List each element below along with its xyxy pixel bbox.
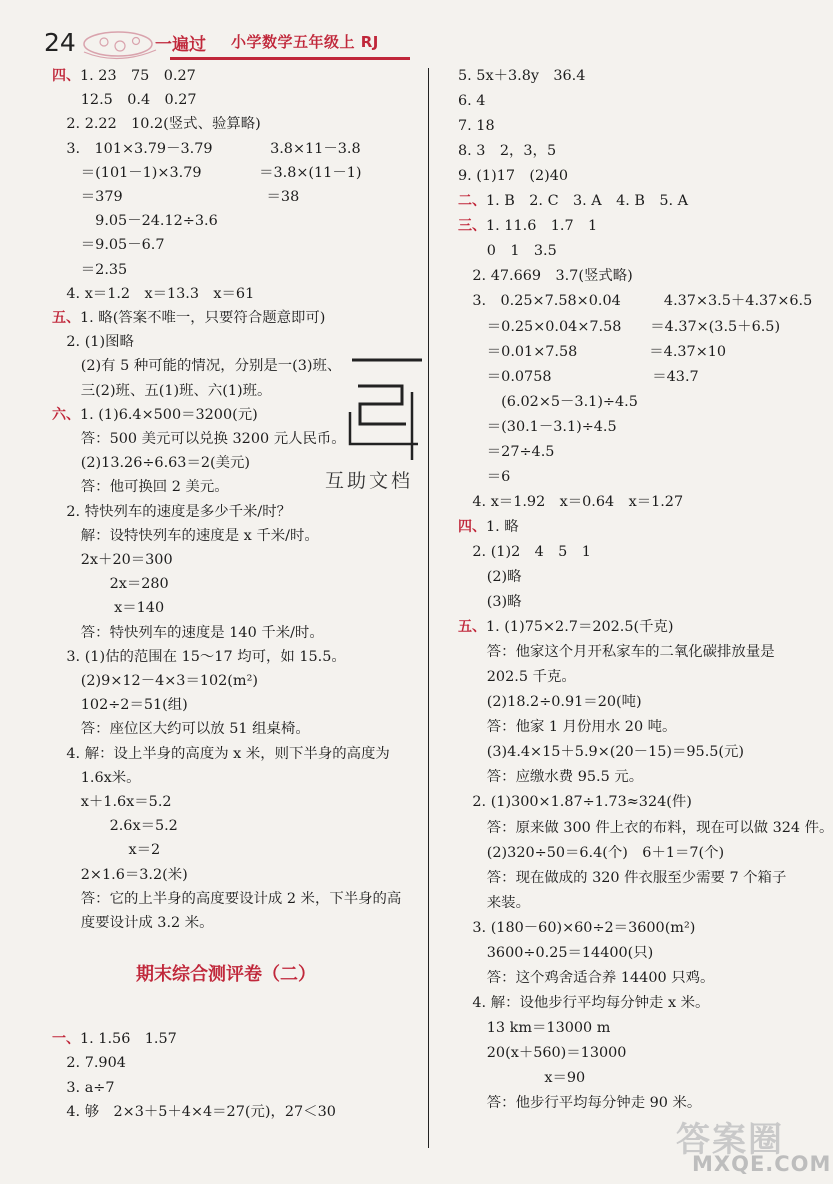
answer-line: 答：应缴水费 95.5 元。 [458,769,644,786]
answer-line: x＝2 [52,842,161,859]
page-number: 24 [44,28,76,57]
answer-line: 五、1. (1)75×2.7＝202.5(千克) [458,619,674,636]
answer-line: 答：500 美元可以兑换 3200 元人民币。 [52,431,346,447]
answer-line: 8. 3 2，3，5 [458,143,557,160]
answer-line: 4. x＝1.2 x＝13.3 x＝61 [52,285,255,302]
answer-line: 3. (1)估的范围在 15～17 均可，如 15.5。 [52,648,346,665]
book-subtitle: 小学数学五年级上 RJ [231,33,379,51]
answer-line: 202.5 千克。 [458,669,576,686]
answer-line: (2)9×12－4×3＝102(m²) [52,673,258,689]
answer-line: (2)略 [458,569,522,585]
answer-line: 答：座位区大约可以放 51 组桌椅。 [52,721,310,738]
answer-line: 2. 2.22 10.2(竖式、验算略) [52,116,261,133]
header-rule [170,57,410,60]
answer-line: 四、1. 23 75 0.27 [52,68,196,84]
answer-line: (3)略 [458,594,522,611]
section-marker: 五、 [52,310,80,326]
answer-line: 2×1.6＝3.2(米) [52,866,188,883]
section-title: 期末综合测评卷（二） [136,964,316,985]
answer-line: 答：原来做 300 件上衣的布料，现在可以做 324 件。 [458,819,833,836]
answer-line: 2. 特快列车的速度是多少千米/时？ [52,503,292,520]
answer-line: 102÷2＝51(组) [52,697,188,714]
answer-line: 2.6x＝5.2 [52,818,178,835]
answer-line: 13 km＝13000 m [458,1019,611,1036]
answer-line: (2)13.26÷6.63＝2(美元) [52,455,251,472]
answer-line: ＝6 [458,468,511,485]
answer-line: 3. a÷7 [52,1079,115,1096]
answer-line: 3600÷0.25＝14400(只) [458,944,654,961]
column-divider [428,68,429,1148]
section-marker: 一、 [52,1031,80,1047]
answer-line: 2. 47.669 3.7(竖式略) [458,268,633,285]
answer-line: 2. (1)2 4 5 1 [458,543,591,560]
answer-line: ＝379 ＝38 [52,189,300,205]
answer-line: 20(x＋560)＝13000 [458,1044,627,1061]
answer-line: x＝90 [458,1070,586,1086]
answer-line: (2)320÷50＝6.4(个) 6＋1＝7(个) [458,844,725,861]
answer-line: 六、1. (1)6.4×500＝3200(元) [52,406,258,423]
answer-line: (3)4.4×15＋5.9×(20－15)＝95.5(元) [458,744,745,761]
answer-line: 2x＋20＝300 [52,552,173,568]
answer-line: (2)18.2÷0.91＝20(吨) [458,694,642,711]
section-marker: 五、 [458,619,486,636]
answer-line: x＋1.6x＝5.2 [52,794,172,810]
answer-line: x＝140 [52,600,165,617]
answer-line: 解：设特快列车的速度是 x 千米/时。 [52,527,319,544]
answer-line: 答：它的上半身的高度要设计成 2 米，下半身的高 [52,890,402,907]
answer-line: 2. (1)图略 [52,334,134,351]
answer-line: ＝0.01×7.58 ＝4.37×10 [458,343,727,360]
answer-line: 3. 0.25×7.58×0.04 4.37×3.5＋4.37×6.5 [458,293,813,310]
answer-line: 4. 解：设上半身的高度为 x 米，则下半身的高度为 [52,745,390,762]
answer-line: 五、1. 略(答案不唯一，只要符合题意即可) [52,310,326,326]
answer-line: 2x＝280 [52,576,169,593]
answer-line: 答：现在做成的 320 件衣服至少需要 7 个箱子 [458,869,787,886]
answer-line: 1.6x米。 [52,769,141,786]
answer-line: 3. (180－60)×60÷2＝3600(m²) [458,919,696,936]
answer-line: 答：他步行平均每分钟走 90 米。 [458,1095,702,1112]
site-watermark: 答案圈 [676,1120,784,1160]
answer-line: 6. 4 [458,93,486,110]
answer-line: 四、1. 略 [458,518,519,535]
answer-line: 一、1. 1.56̇ 1.57 [52,1031,177,1047]
answer-line: 答：这个鸡舍适合养 14400 只鸡。 [458,969,715,986]
watermark-text: 互助文档 [325,470,414,492]
answer-line: 2. 7.904 [52,1055,126,1072]
answer-line: ＝9.05－6.7 [52,237,165,254]
answer-line: 二、1. B 2. C 3. A 4. B 5. A [458,193,689,210]
answer-line: 7. 18 [458,118,495,135]
answer-line: 度要设计成 3.2 米。 [52,915,214,931]
page-header [0,0,810,62]
answer-line: 答：他家 1 月份用水 20 吨。 [458,719,677,736]
section-marker: 二、 [458,193,486,210]
answer-line: 5. 5x＋3.8y 36.4 [458,68,586,84]
answer-line: ＝2.35 [52,261,128,278]
answer-line: ＝(101－1)×3.79 ＝3.8×(11－1) [52,164,362,181]
brand-logo: 一遍过 [155,35,206,55]
answer-line: 答：特快列车的速度是 140 千米/时。 [52,624,324,641]
section-marker: 四、 [52,68,80,84]
answer-line: 3. 101×3.79－3.79 3.8×11－3.8 [52,140,361,157]
section-marker: 四、 [458,518,486,535]
answer-line: 9.05－24.12÷3.6 [52,213,218,230]
answer-line: 0 1 3.5 [458,243,557,260]
section-marker: 三、 [458,218,486,235]
answer-line: 12.5 0.4 0.27 [52,92,197,109]
answer-line: 三、1. 11.6 1.7 1 [458,218,598,235]
answer-line: ＝27÷4.5 [458,443,555,460]
answer-line: 三(2)班、五(1)班、六(1)班。 [52,382,272,399]
answer-line: 4. 够 2×3＋5＋4×4＝27(元)，27＜30 [52,1103,336,1120]
answer-line: 2. (1)300×1.87÷1.73≈324(件) [458,794,692,811]
answer-line: 答：他家这个月开私家车的二氧化碳排放量是 [458,644,775,661]
answer-line: (2)有 5 种可能的情况，分别是一(3)班、 [52,358,342,375]
answer-line: ＝0.0758 ＝43.7 [458,368,699,385]
answer-line: 9. (1)17 (2)40 [458,168,569,185]
answer-line: (6.02×5－3.1)÷4.5 [458,393,638,410]
answer-line: 4. x＝1.92 x＝0.64 x＝1.27 [458,493,684,510]
answer-line: ＝(30.1－3.1)÷4.5 [458,418,617,435]
answer-line: ＝0.25×0.04×7.58 ＝4.37×(3.5＋6.5) [458,318,781,335]
answer-line: 答：他可换回 2 美元。 [52,479,229,496]
answer-line: 来装。 [458,894,530,911]
site-watermark-url: MXQE.COM [692,1152,832,1176]
section-marker: 六、 [52,406,80,423]
answer-line: 4. 解：设他步行平均每分钟走 x 米。 [458,994,710,1011]
